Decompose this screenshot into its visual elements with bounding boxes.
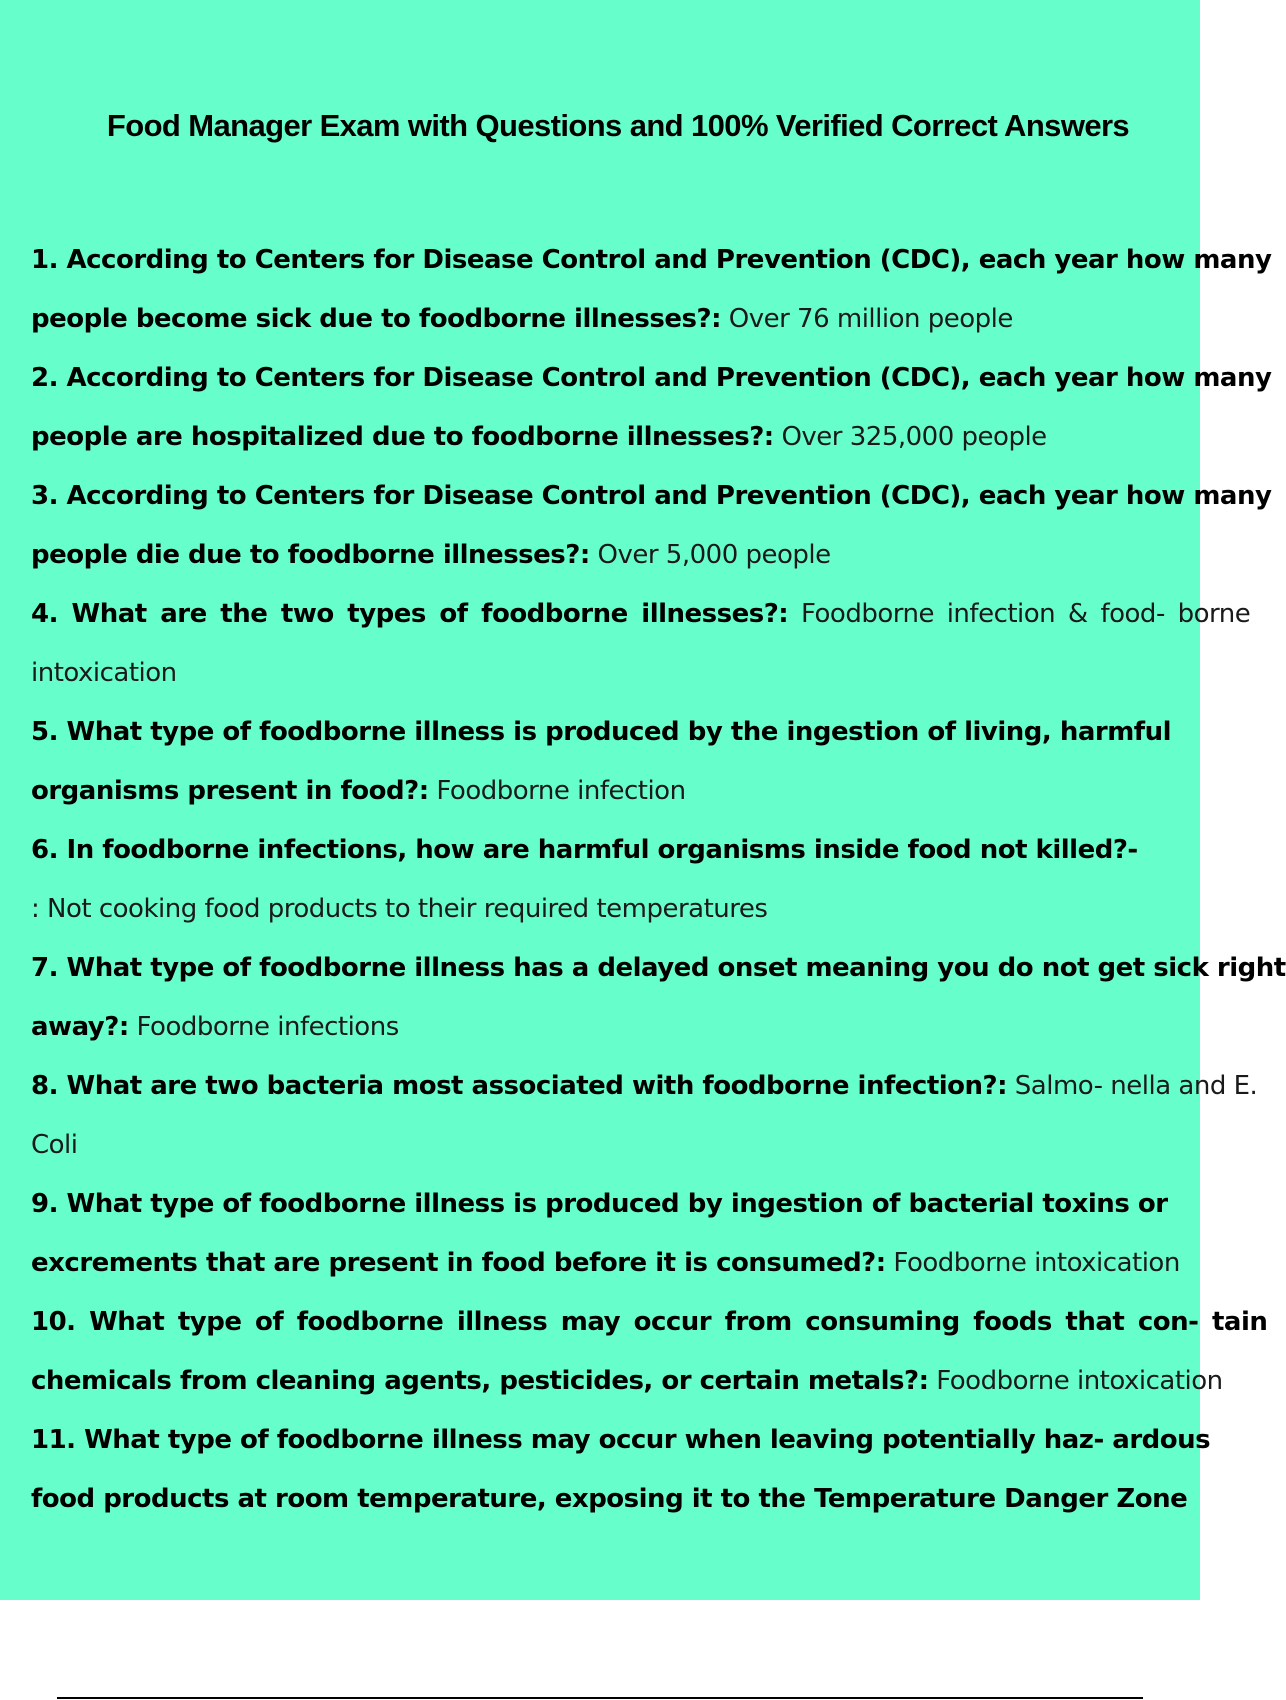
answer-text: : Not cooking food products to their required temperatures <box>31 894 768 924</box>
qa-line <box>31 417 1231 476</box>
qa-line <box>31 948 1286 1007</box>
footer-rule <box>57 1697 1143 1699</box>
answer-text: Foodborne intoxication <box>885 1248 1180 1278</box>
document-title: Food Manager Exam with Questions and 100% Verified Correct Answers <box>106 108 1130 143</box>
question-text: 11. What type of foodborne illness may occur when leaving potentially haz- ardous <box>31 1425 1211 1455</box>
answer-text: Coli <box>31 1130 78 1160</box>
answer-text: Over 5,000 people <box>589 540 831 570</box>
question-text: people die due to foodborne illnesses?: <box>31 540 590 570</box>
question-text: organisms present in food?: <box>31 776 429 806</box>
qa-line <box>31 358 1272 417</box>
qa-line <box>31 1243 1231 1302</box>
qa-line <box>31 830 1231 889</box>
qa-line <box>31 299 1231 358</box>
question-text: 8. What are two bacteria most associated with foodborne infection?: <box>31 1071 1008 1101</box>
question-text: 9. What type of foodborne illness is produced by ingestion of bacterial toxins or <box>31 1189 1168 1219</box>
answer-text: Foodborne infection & food- borne <box>788 599 1251 629</box>
question-text: 4. What are the two types of foodborne illnesses?: <box>31 599 789 629</box>
question-text: people are hospitalized due to foodborne illnesses?: <box>31 422 774 452</box>
qa-line <box>31 712 1231 771</box>
answer-text: Foodborne intoxication <box>928 1366 1223 1396</box>
qa-line <box>31 653 1231 712</box>
answer-text: Over 325,000 people <box>773 422 1047 452</box>
qa-line <box>31 889 1231 948</box>
answer-text: Foodborne infection <box>428 776 686 806</box>
qa-line <box>31 1125 1231 1184</box>
qa-line <box>31 594 1251 653</box>
answer-text: Foodborne infections <box>128 1012 399 1042</box>
qa-line <box>31 1184 1231 1243</box>
qa-line <box>31 535 1231 594</box>
question-text: chemicals from cleaning agents, pesticides, or certain metals?: <box>31 1366 929 1396</box>
qa-line <box>31 1302 1268 1361</box>
question-text: food products at room temperature, exposing it to the Temperature Danger Zone <box>31 1484 1188 1514</box>
question-text: away?: <box>31 1012 129 1042</box>
answer-text: intoxication <box>31 658 177 688</box>
qa-line <box>31 1066 1258 1125</box>
question-text: 3. According to Centers for Disease Control and Prevention (CDC), each year how many <box>31 481 1272 511</box>
qa-line <box>31 771 1231 830</box>
question-text: 10. What type of foodborne illness may occur from consuming foods that con- tain <box>31 1307 1268 1337</box>
qa-line <box>31 1420 1231 1479</box>
question-text: 6. In foodborne infections, how are harmful organisms inside food not killed?- <box>31 835 1138 865</box>
qa-line <box>31 1361 1231 1420</box>
question-text: 7. What type of foodborne illness has a delayed onset meaning you do not get sick right <box>31 953 1286 983</box>
question-text: people become sick due to foodborne illnesses?: <box>31 304 721 334</box>
question-text: excrements that are present in food before it is consumed?: <box>31 1248 886 1278</box>
question-text: 5. What type of foodborne illness is produced by the ingestion of living, harmful <box>31 717 1172 747</box>
qa-list <box>31 240 1286 1538</box>
qa-line <box>31 1479 1231 1538</box>
question-text: 1. According to Centers for Disease Control and Prevention (CDC), each year how many <box>31 245 1272 275</box>
qa-line <box>31 476 1272 535</box>
question-text: 2. According to Centers for Disease Control and Prevention (CDC), each year how many <box>31 363 1272 393</box>
answer-text: Salmo- nella and E. <box>1007 1071 1258 1101</box>
answer-text: Over 76 million people <box>720 304 1013 334</box>
qa-line <box>31 1007 1231 1066</box>
qa-line <box>31 240 1272 299</box>
